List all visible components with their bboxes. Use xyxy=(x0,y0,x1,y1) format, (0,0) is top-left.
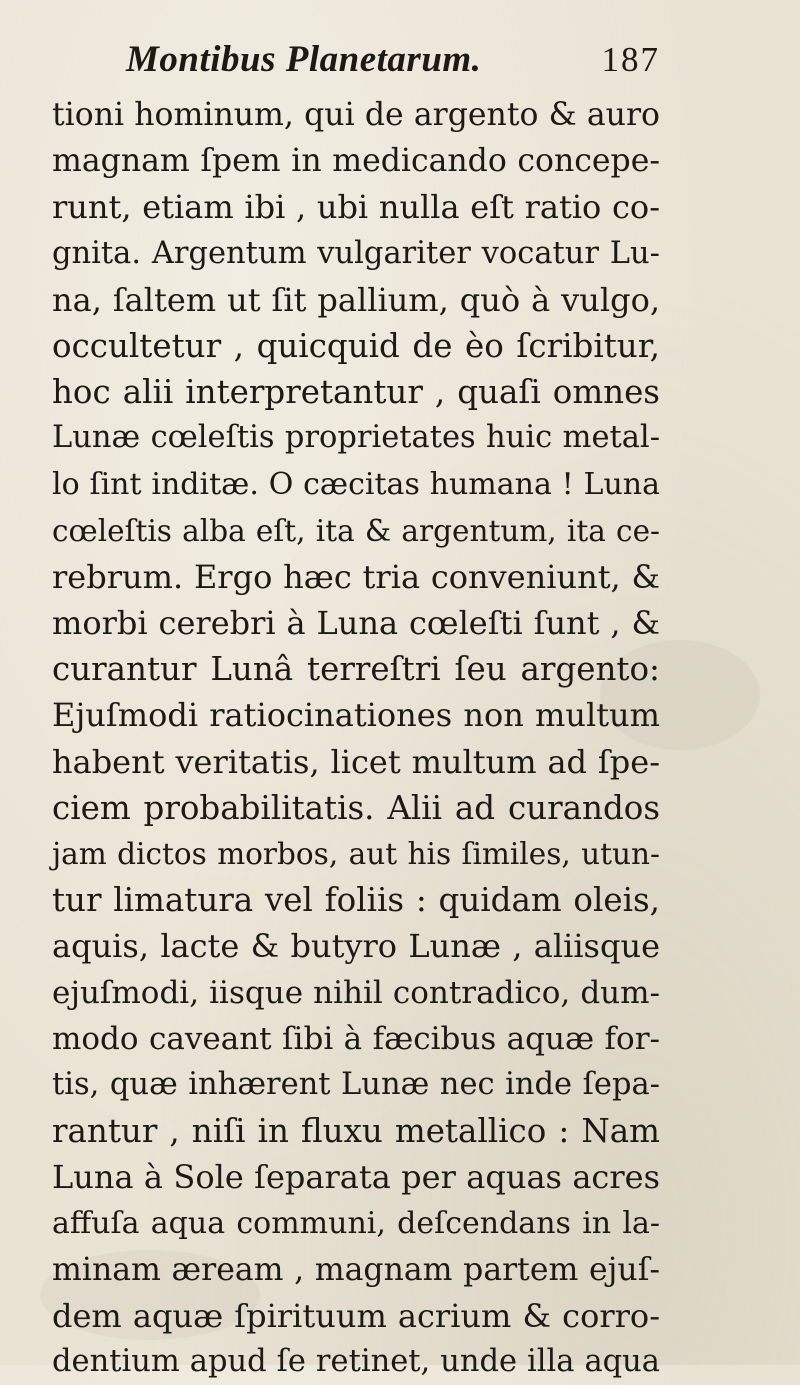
text-line: hoc alii interpretantur , quaſi omnes xyxy=(52,373,660,412)
text-line: ejuſmodi, iisque nihil contradico, dum- xyxy=(52,974,660,1011)
text-line: ciem probabilitatis. Alii ad curandos xyxy=(52,788,660,827)
text-line: tur limatura vel foliis : quidam oleis, xyxy=(52,881,660,920)
running-title: Montibus Planetarum. xyxy=(126,39,482,80)
text-line: cœleſtis alba eſt, ita & argentum, ita ce- xyxy=(52,513,660,548)
text-line: aquis, lacte & butyro Lunæ , aliisque xyxy=(52,927,660,966)
text-line: habent veritatis, licet multum ad ſpe- xyxy=(52,742,660,781)
text-line: lo ſint inditæ. O cæcitas humana ! Luna xyxy=(52,466,660,502)
text-line: na, ſaltem ut ſit pallium, quò à vulgo, xyxy=(52,280,660,319)
text-line: morbi cerebri à Luna cœleſti ſunt , & xyxy=(52,604,660,643)
text-line: minam æream , magnam partem ejuſ- xyxy=(52,1251,660,1288)
text-line: magnam ſpem in medicando concepe- xyxy=(52,143,660,180)
text-line: tis, quæ inhærent Lunæ nec inde ſepa- xyxy=(52,1066,660,1102)
text-line: tioni hominum, qui de argento & auro xyxy=(52,97,660,133)
text-line: dentium apud ſe retinet, unde illa aqua xyxy=(52,1344,660,1380)
text-line: runt, etiam ibi , ubi nulla eſt ratio co- xyxy=(52,188,660,227)
text-line: affuſa aqua communi, deſcendans in la- xyxy=(52,1205,660,1241)
page-number: 187 xyxy=(601,40,660,79)
text-line: curantur Lunâ terreſtri ſeu argento: xyxy=(52,650,660,689)
text-line: rantur , niſi in fluxu metallico : Nam xyxy=(52,1112,660,1151)
running-head xyxy=(126,34,660,86)
body-text xyxy=(52,92,660,1385)
text-line: dem aquæ ſpirituum acrium & corro- xyxy=(52,1296,660,1335)
text-line: occultetur , quicquid de èo ſcribitur, xyxy=(52,326,660,365)
text-line: Ejuſmodi ratiocinationes non multum xyxy=(52,696,660,735)
text-line: Lunæ cœleſtis proprietates huic metal- xyxy=(52,420,660,456)
text-line: Luna à Sole ſeparata per aquas acres xyxy=(52,1158,660,1197)
text-line: modo caveant ſibi à fæcibus aquæ for- xyxy=(52,1020,660,1057)
text-line: jam dictos morbos, aut his ſimiles, utun- xyxy=(52,837,660,871)
text-line: gnita. Argentum vulgariter vocatur Lu- xyxy=(52,235,660,271)
text-line: rebrum. Ergo hæc tria conveniunt, & xyxy=(52,557,660,596)
